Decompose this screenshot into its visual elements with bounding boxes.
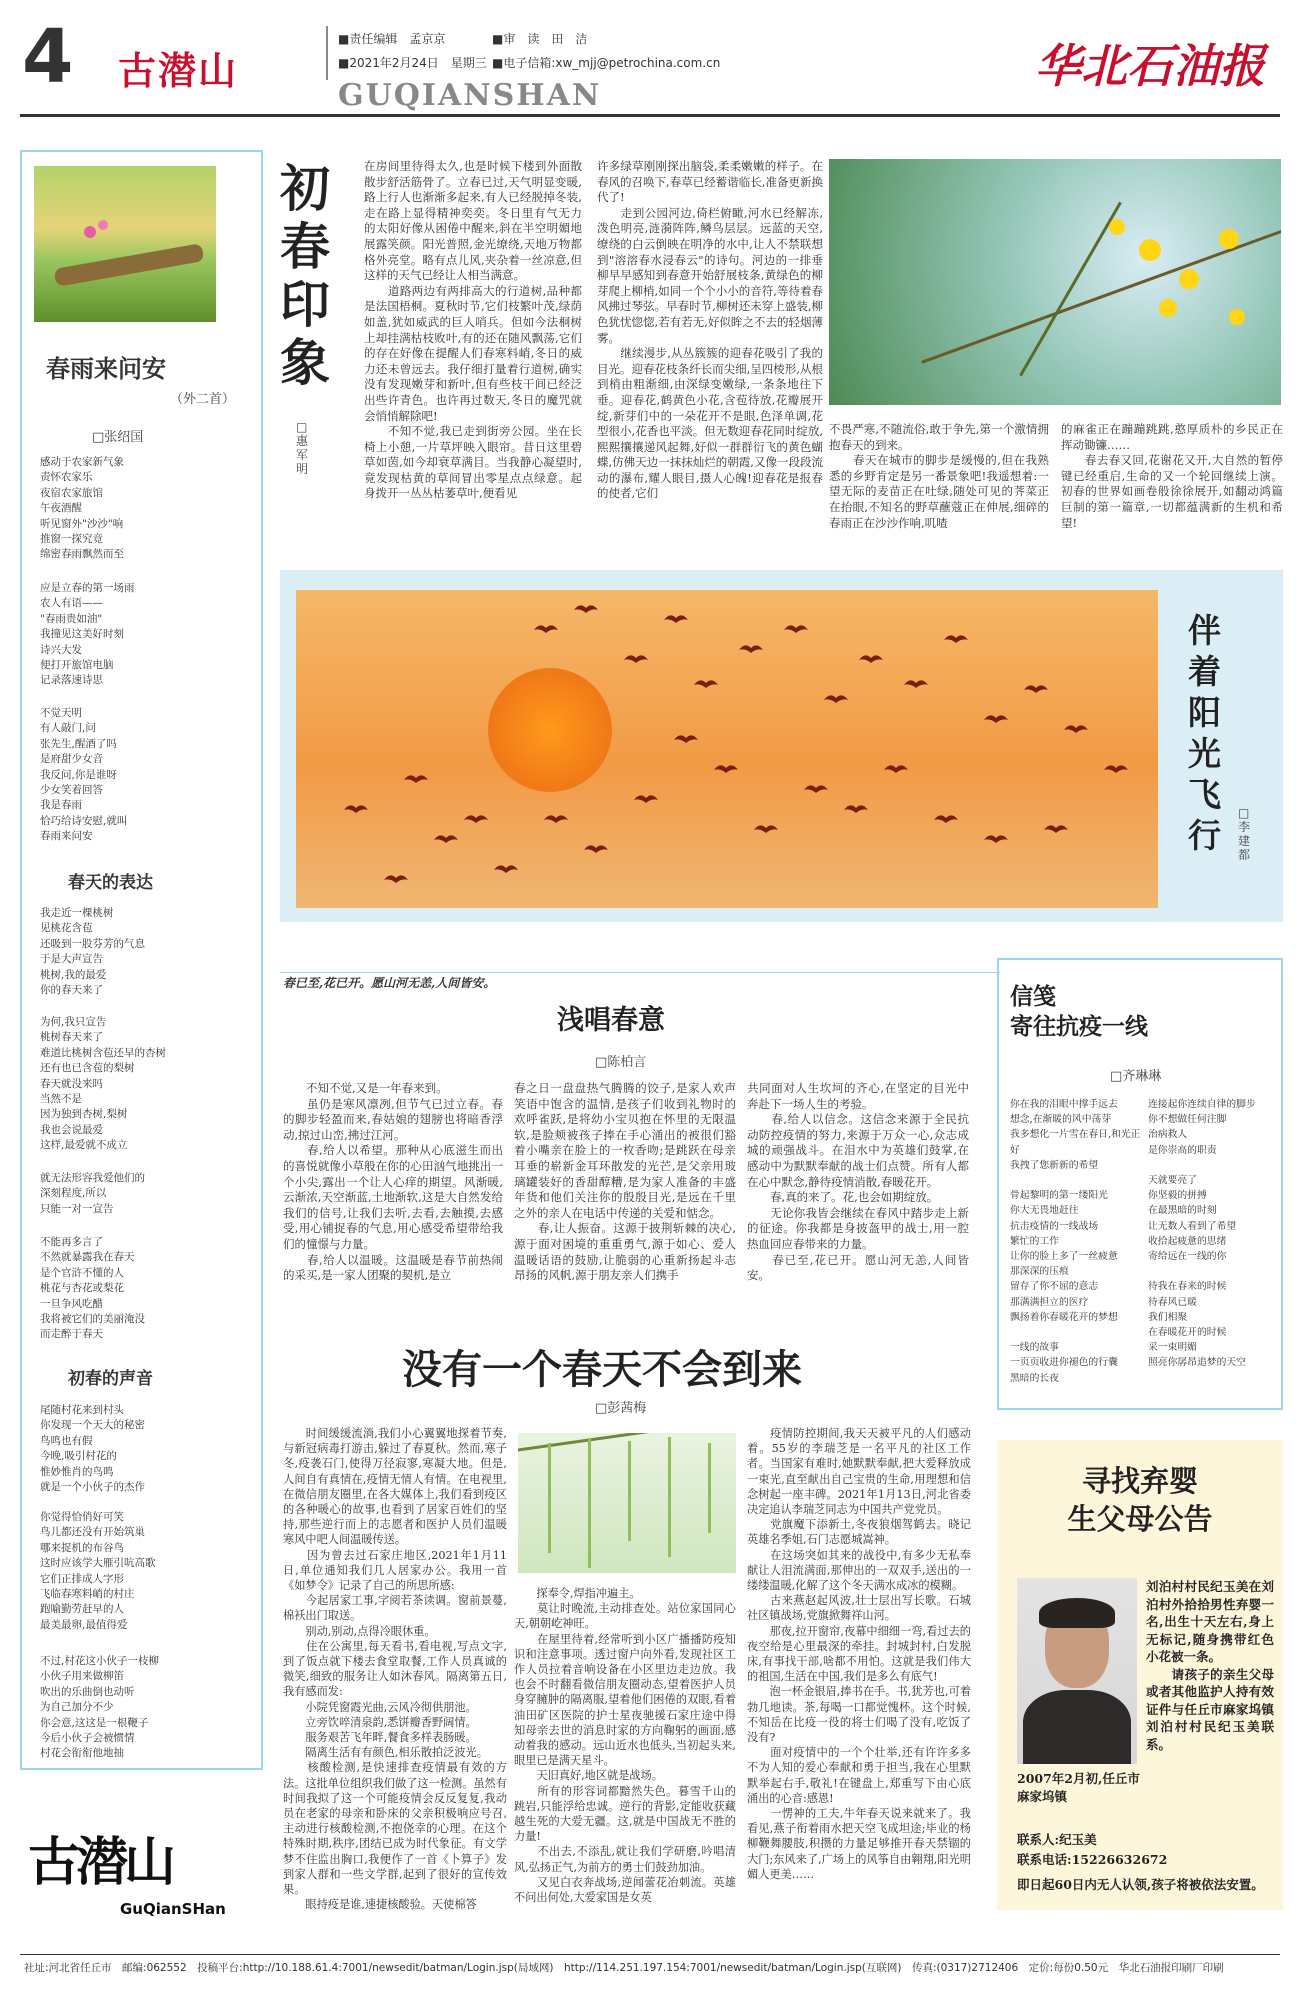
notice-footer: 即日起60日内无人认领,孩子将被依法安置。 [1017,1877,1264,1892]
column-logo: 古潜山 [28,1832,173,1893]
bird [1044,825,1068,833]
masthead-editor: ■责任编辑 孟京京 [338,32,446,46]
bird [584,845,608,853]
article4-col3: 疫情防控期间,我天天被平凡的人们感动着。55岁的李瑞芝是一名平凡的社区工作者。当国家有难时,她默默奉献,把大爱释放成一束光,直至献出自己宝贵的生命,用理想和信念树起一座丰碑。2021年1月13日,河北省委决定追认李瑞芝同志为中国共产党党员。 党旗魔下添新土,冬夜狼烟驾鹤去。晓记英雄名季姐,石门志愿城嵩神。 在这场突如其来的战役中,有多少无私奉献让人泪流满面,那伸出的一双双手,送出的一缕缕温暖,化解了这个冬天满水成冰的模糊。 古来燕赵起风波,壮士层出写长歌。石城社区镇战场,党旗掀舞祥山河。 那夜,拉开窗帘,夜幕中细细一弯,看过去的夜空给是心里最深的牵挂。封城封村,白发脱床,有事找干部,啥都不用怕。这就是我们伟大的祖国,生活在中国,我们是多么有底气! 泡一杯金银眉,捧书在手。书,犹芳也,可着勃几地读。茶,每喝一口都觉愧杯。这个时候,不知岳在比疫一役的将士们喝了没有,吃饭了没有? 面对疫情中的一个个壮举,还有许许多多不为人知的爱心奉献和勇于担当,我在心里默默举起右手,敬礼!在键盘上,郑重写下由心底涌出的心音:感恩! 一愣神的工夫,牛年春天说来就来了。我看见,燕子衔着雨水把天空飞成坦途;毕业的杨柳鞭舞腰肢,积攒的力量足够推开春天禁锢的大门;东风来了,广场上的风筝自由翱翔,阳光明媚人更美…… [747,1427,971,1881]
bird [844,805,868,813]
bird [574,605,598,613]
bird [664,615,688,623]
notice-body: 刘泊村村民纪玉美在刘泊村外拾拾男性弃婴一名,出生十天左右,身上无标记,随身携带红色小花被一条。 请孩子的亲生父母或者其他监护人持有效证件与任丘市麻家坞镇刘泊村村民纪玉美联系。 [1146,1579,1274,1752]
poem-part6: 就无法形容我爱他们的 深刻程度,所以 只能一对一宣告 [40,1172,145,1215]
bird [494,865,518,873]
notice-contact-name: 联系人:纪玉美 [1017,1832,1097,1847]
bird [624,655,648,663]
bird [739,645,763,653]
masthead-pinyin: GUQIANSHAN [338,78,602,113]
bird [344,805,368,813]
section-name: 古潜山 [118,48,239,93]
poem-title: 春雨来问安 [46,354,166,383]
poem-part4: 我走近一棵桃树 见桃花含苞 还吸到一股芬芳的气息 于是大声宣告 桃树,我的最爱 你的春天来了 [40,907,145,997]
bird [434,835,458,843]
bird [464,815,488,823]
article2-title: 伴着阳光飞行 [1188,611,1221,855]
bird [884,765,908,773]
poem-author: □张绍国 [92,430,144,445]
bird [934,815,958,823]
article4-col2: 探奉令,焊指冲遍主。 莫让时晚流,主动排查处。站位家国同心天,朝朝屹神旺。 在屋里待着,经常听到小区广播播防疫知识和注意事项。透过窗户向外看,发现社区工作人员拉着音响设备在小区里边走边放。我也会不时翻看微信朋友圈动态,望着医护人员身穿臃肿的隔离服,望着他们困倦的双眼,看着油田矿区医院的护士星夜驰援石家庄途中得知母亲去世的消息时家的方向鞠躬的画面,感动着我的感动。远山近水也低头,当初起头来,眼里已是满天星斗。 天旧真好,地区就是战场。 所有的形容词都黯然失色。暮雪千山的跳岩,只能浮给忠诚。逆行的背影,定能收获藏越生死的大爱无疆。这,就是中国战无不胜的力量! 不出去,不添乱,就让我们学研磨,吟唱清风,弘扬正气,为前方的勇士们鼓劲加油。 又见白衣奔战场,逆闻蕾花冶刺流。英雄不问出何处,大爱家国是女英 [514,1587,736,1905]
column-logo-pinyin: GuQianSHan [120,1900,226,1918]
footer-text: 社址:河北省任丘市 邮编:062552 投稿平台:http://10.188.61.4:7001/newsedit/batman/Login.jsp(局域网) http://114.251.197.154:7001/newsedit/batman/Login.jsp(互联网) 传真:(0317)2712406 定价:每份0.50元 华北石油报印刷厂印刷 [24,1962,1224,1974]
masthead-date: ■2021年2月24日 星期三 [338,56,487,70]
article1-col1: 在房间里待得太久,也是时候下楼到外面散散步舒活筋骨了。立春已过,天气明显变暖,路上行人也渐渐多起来,有人已经脱掉冬装,走在路上显得精神奕奕。冬日里有气无力的太阳好像从困倦中醒来,斜在半空明媚地展露笑颜。阳光普照,金光缭绕,天地万物都格外亮堂。略有点儿风,夹杂着一丝凉意,但这样的天气已经让人相当满意。 道路两边有两排高大的行道树,品种都是法国梧桐。夏秋时节,它们枝繁叶茂,绿荫如盖,犹如威武的巨人哨兵。但如今法桐树上却挂满枯枝败叶,有的还在随风飘荡,它们的存在好像在提醒人们春寒料峭,冬日的威力还未曾远去。我仔细打量着行道树,确实没有发现嫩芽和新叶,但有些枝干间已经泛出些许青色。也许再过数天,冬日的魔咒就会悄悄解除吧! 不知不觉,我已走到街旁公园。坐在长椅上小憩,一片草坪映入眼帘。昔日这里碧草如茵,如今却衰草满目。当我静心凝望时,竟发现枯黄的草间冒出零星点点绿意。起身拨开一丛丛枯萎草叶,便看见 [364,159,582,501]
article3-col2: 春之日一盘盘热气腾腾的饺子,是家人欢声笑语中饱含的温情,是孩子们收到礼物时的欢呼雀跃,是将幼小宝贝抱在怀里的无限温软,是脸颊被孩子捧在手心涌出的被很们豁着小嘴亲在脸上的一枚香吻;是跳跃在母亲耳垂的崭新金耳环散发的光芒,是父亲用玻璃罐装好的香甜醇糟,是为家人准备的丰盛年货和他们关注你的殷殷目光,是远在千里之外的亲人在电话中传递的关爱和惦念。 春,让人振奋。这源于披荆斩棘的决心,源于面对困境的重重勇气,源于如心、爱人温暖话语的鼓励,让脆弱的心重新扬起斗志昂扬的风帆,源于朋友亲人们携手 [514,1081,736,1283]
article3-col1: 不知不觉,又是一年春来到。 虽仍是寒风凛冽,但节气已过立春。春的脚步轻盈而来,春姑娘的翅膀也将暗香浮动,掠过山峦,拂过江河。 春,给人以希望。那种从心底滋生而出的喜悦就像小草般在你的心田汹气地挑出一个小尖,露出一个让人心痒的期望。风渐暖,云渐浓,天空渐蓝,土地渐软,这是大自然发给我们的信号,让我们去听,去看,去触摸,去感受,用心铺捉春的气息,用心感受希望带给我们的憧憬与力量。 春,给人以温暖。这温暖是春节前热闹的采买,是一家人团聚的契机,是立 [283,1081,503,1283]
bird [984,835,1008,843]
bird [534,625,558,633]
paper-name-logo: 华北石油报 [1035,39,1265,93]
article2-photo-sunset-birds [296,590,1158,908]
page-number: 4 [22,14,74,100]
bird [804,785,828,793]
article4-photo-willow [518,1433,736,1573]
notice-photo-baby [1017,1578,1137,1764]
article3-col3: 共同面对人生坎坷的齐心,在坚定的目光中奔赴下一场人生的考验。 春,给人以信念。这信念来源于全民抗动防控疫情的努力,来源于万众一心,众志成城的顽强战斗。在泪水中为英雄们鼓掌,在感动中为默默奉献的战士们点赞。所有人都在心中默念,静待疫情消散,春暖花开。 春,真的来了。花,也会如期绽放。 无论你我皆会继续在春风中踏步走上新的征途。你我都是身披盔甲的战士,用一腔热血回应春带来的力量。 春已至,花已开。愿山河无恙,人间皆安。 [747,1081,969,1283]
bird [544,815,568,823]
birds-flock [296,590,1158,908]
bird [984,715,1008,723]
article3-title: 浅唱春意 [557,1005,665,1036]
article4-title: 没有一个春天不会到来 [402,1346,802,1393]
bird [404,775,428,783]
footer-rule [20,1954,1280,1955]
article1-author: □惠军明 [296,420,309,476]
poem-title-2: 春天的表达 [68,873,153,893]
article1-title-text: 初春印象 [280,159,330,392]
poem-part10: 不过,村花这小伙子一枝柳 小伙子用来做柳笛 吹出的乐曲倒也动听 为自己加分不少 你会意,这这是一根鞭子 今后小伙子会被惯情 村花会衔衔他地抽 [40,1655,159,1760]
bird [824,695,848,703]
bird [1064,725,1088,733]
bird [384,875,408,883]
bird [714,765,738,773]
bird [634,795,658,803]
notice-title: 寻找弃婴 生父母公告 [1067,1464,1213,1536]
article5-title: 信笺 寄往抗疫一线 [1010,983,1148,1040]
article2-frame [280,570,1283,922]
poem-photo-bamboo [34,166,216,322]
article4-col1: 时间缓缓流淌,我们小心翼翼地探着节奏,与新冠病毒打游击,躲过了春夏秋。然而,寒子冬,疫袭石门,使得万径寂寥,寒凝大地。但是,人间自有真情在,疫情无情人有情。在电视里,在微信朋友圈里,在各大媒体上,我们看到疫区的各种暖心的故事,也看到了居家百姓们的坚持,那些逆行而上的志愿者和医护人员们温暖寒风中吧人间温暖传送。 因为曾去过石家庄地区,2021年1月11日,单位通知我们几人居家办公。我用一首《如梦令》记录了自己的所思所感: 今起居家工事,字阅若茶读调。窗前景蔓,棉袄出门取送。 别动,别动,点得冷眼休重。 住在公寓里,每天看书,看电视,写点文字,到了饭点就下楼去食堂取餐,工作人员真诚的微笑,细致的服务让人如沐春风。隔离第五日,我有感而发: 小院凭窗霞光曲,云风冷彻供朋池。 立旁饮啐清泉韵,悉饼瓣香野阔情。 服务艰苦飞年畔,餐食多样表肠暖。 隔离生活有有颜色,相乐散拍泛波光。 核酸检测,是快速排查疫情最有效的方法。这批单位组织我们做了这一检测。虽然有时间我拟了这一个可能疫情会反反复复,我动员在老家的母亲和卧床的父亲积极响应号召,主动进行核酸检测,不抱侥幸的心理。在这个特殊时期,秩序,团结已成为时代象征。有文学梦不住监出胸口,我便作了一首《卜算子》发到家人群和一些文学群,起到了很好的宣传效果。 眼持疫是谁,速捷核酸验。天使棉答 [283,1427,507,1912]
article1-title [280,160,344,392]
poem-subtitle: （外二首） [170,392,236,407]
masthead-reviewer: ■审 读 田 洁 [492,32,588,46]
article3-tagline: 春已至,花已开。愿山河无恙,人间皆安。 [283,976,496,990]
poem-part2: 应是立春的第一场雨 农人有语—— "春雨贵如油" 我撞见这美好时刻 诗兴大发 便打开旅馆电脑 记录落速诗思 [40,582,135,687]
poem-part1: 感动于农家新气象 责怀农家乐 夜宿农家旅馆 午夜酒醒 听见窗外"沙沙"响 推窗一探究竟 绵密春雨飘然而至 [40,456,124,561]
bird [784,625,808,633]
article3-author: □陈柏言 [595,1055,647,1070]
article2-author: □李建都 [1238,806,1251,862]
article1-col3: 不畏严寒,不随流俗,敢于争先,第一个激情拥抱春天的到来。 春天在城市的脚步是缓慢的,但在我熟悉的乡野肯定是另一番景象吧!我遥想着:一望无际的麦苗正在吐绿,随处可见的荠菜正在抬眼,不知名的野草蘸蔻正在伸展,细碎的春雨正在沙沙作响,叽喳 [829,422,1049,530]
bird [944,635,968,643]
poem-title-3: 初春的声音 [68,1369,153,1389]
bird [904,680,928,688]
bird [1024,685,1048,693]
bird [674,735,698,743]
article1-col2: 许多绿草刚刚探出脑袋,柔柔嫩嫩的样子。在春风的召唤下,春草已经蓄谐临长,准备更新换代了! 走到公园河边,倚栏俯瞰,河水已经解冻,泼色明亮,涟漪阵阵,鳞鸟层层。远蓝的天空,缭绕的白云倒映在明净的水中,让人不禁联想到"溶溶春水浸春云"的诗句。河边的一排垂柳早早感知到春意开始舒展枝条,黄绿色的柳芽爬上柳梢,如同一个个小小的音符,等待着春风拂过琴弦。早春时节,柳树还未穿上盛装,柳色犹忧惚惚,若有若无,好似眸之不去的轻烟薄雾。 继续漫步,从丛簇簇的迎春花吸引了我的目光。迎春花枝条纤长而尖细,呈四棱形,从根到梢由粗渐细,由深绿变嫩绿,一条条地往下垂。迎春花,鹤黄色小花,含苞待放,花瓣展开绽,新芽们中的一朵花开不是眼,色泽单调,花型很小,花香也平淡。但无数迎春花同时绽放,熙熙攘攘递风起舞,好似一群群衍飞的黄色蝴蝶,仿佛天边一抹抹灿烂的朝霞,又像一段段流动的瀑布,耀人眼目,摄人心魄!迎春花是报春的使者,它们 [597,159,823,501]
bird [1104,765,1128,773]
masthead-email: ■电子信箱:xw_mjj@petrochina.com.cn [492,56,721,70]
article1-col4: 的麻雀正在蹦蹦跳跳,憨厚质朴的乡民正在挥动锄镰…… 春去春又回,花谢花又开,大自然的暂停键已经重启,生命的又一个轮回继续上演。初春的世界如画卷般徐徐展开,如翻动鸿篇巨制的第一篇章,一切都蕴满新的生机和希望! [1061,422,1283,530]
tagline-rule [280,972,1000,973]
bird [694,680,718,688]
masthead-divider [326,26,328,80]
masthead-rule [20,114,1280,117]
article1-photo-winter-jasmine [829,159,1281,405]
poem-part3: 不觉天明 有人敲门,问 张先生,醒酒了吗 是府甜少女音 我反问,你是谁呀 少女笑着回答 我是春雨 恰巧给诗安慰,就叫 春雨来问安 [40,707,128,843]
article4-author: □彭茜梅 [595,1401,647,1416]
poem-part8: 尾随村花来到村头 你发现一个天大的秘密 鸟鸣也有假 今晚,吸引村花的 惟妙惟肖的鸟鸣 就是一个小伙子的杰作 [40,1404,145,1494]
article5-author: □齐琳琳 [1110,1069,1162,1084]
article5-col2: 连接起你连续自律的脚步 你不想做任何注脚 治病救人 是你崇高的职责 天就要亮了 你坚毅的拼搏 在最黑暗的时刻 让无数人看到了希望 收拾起疲惫的思绪 寄给远在一线的你 待我在春来的时候 待春风已暖 我们相聚 在春暖花开的时候 采一束明媚 照亮你孱昂追梦的天空 [1148,1099,1256,1369]
article5-col1: 你在我的泪眼中撑手远去 想念,在渐暖的风中荡芽 我多想化一片雪在春日,和光正好 我拽了您新新的希望 骨起黎明的第一缕阳光 你大无畏地赶往 抗击疫情的一线战场 繁忙的工作 让你的脸上多了一丝疲惫 那深深的压痕 留存了你不屈的意志 那满满担立的医疗 飘扬着你春暖花开的梦想 一线的故事 一页页收进你褪色的行囊 黑暗的长夜 [1010,1099,1141,1384]
notice-photo-caption: 2007年2月初,任丘市麻家坞镇 [1017,1771,1140,1804]
poem-part9: 你觉得恰俏好可笑 鸟儿都还没有开始筑巢 哪来捉机的布谷鸟 这时应该学大雁引吭高歌 它们正排成人字形 飞临春寒料峭的村庄 跑喻勤劳赶早的人 最美最卵,最值得爱 [40,1511,156,1631]
bird [859,655,883,663]
poem-part7: 不能再多言了 不然就暴露我在春天 是个官浒不懂的人 桃花与杏花或梨花 一旦争风吃醋 我将被它们的美丽淹没 而走醉于春天 [40,1236,145,1341]
poem-part5: 为何,我只宣告 桃树春天来了 难道比桃树含苞还早的杏树 还有也已含苞的梨树 春天就没来吗 当然不是 因为独到杏树,梨树 我也会说最爱 这样,最爱就不成立 [40,1016,166,1152]
notice-contact-phone: 联系电话:15226632672 [1017,1852,1168,1867]
bird [754,825,778,833]
